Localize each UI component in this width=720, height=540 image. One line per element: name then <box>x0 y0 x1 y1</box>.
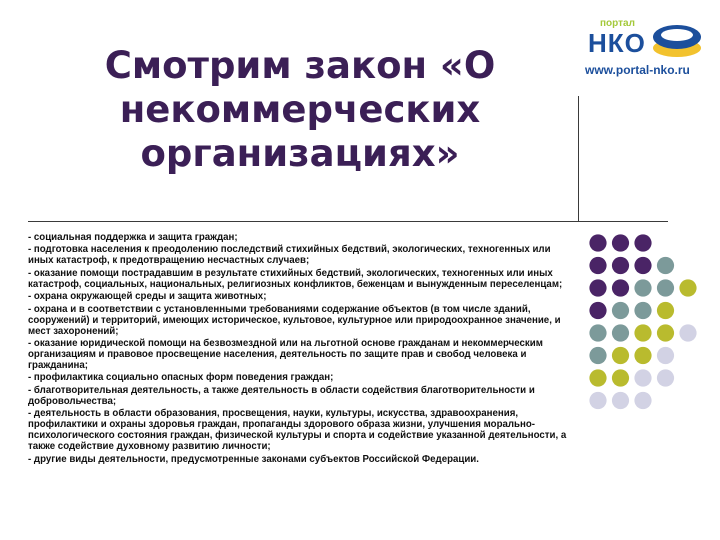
decor-dot <box>657 347 674 364</box>
decor-dot <box>589 279 606 296</box>
decor-dot <box>657 257 674 274</box>
list-item: - благотворительная деятельность, а также деятельность в области содействия благотворительности и добровольчества; <box>28 384 535 407</box>
decor-dot <box>657 302 674 319</box>
decor-dot <box>634 369 651 386</box>
decor-dot <box>634 234 651 251</box>
decor-dot <box>612 369 629 386</box>
title-line-1: Смотрим закон «О <box>104 44 496 87</box>
decor-dot <box>589 302 606 319</box>
list-item: - оказание помощи пострадавшим в результате стихийных бедствий, экологических, техногенных или иных катастроф, социальных, национальных, религиозных конфликтов, беженцам и вынужденным переселенцам; <box>28 267 563 290</box>
logo-url: www.portal-nko.ru <box>585 63 690 77</box>
list-item: - социальная поддержка и защита граждан; <box>28 232 238 243</box>
decor-dot <box>589 392 606 409</box>
decor-dot <box>589 234 606 251</box>
list-item: - подготовка населения к преодолению последствий стихийных бедствий, экологических, техногенных или иных катастроф, к предотвращению несчастных случаев; <box>28 244 551 267</box>
list-item: - деятельность в области образования, просвещения, науки, культуры, искусства, здравоохранения, профилактики и охраны здоровья граждан, пропаганды здорового образа жизни, улучшения морально-психологического состояния граждан, физической культуры и спорта и содействие указанной деятельности, а также содействие духовному развитию личности; <box>28 408 567 453</box>
decor-dot <box>589 369 606 386</box>
decor-dot <box>612 234 629 251</box>
list-item: - профилактика социально опасных форм поведения граждан; <box>28 372 334 384</box>
decor-dot <box>589 257 606 274</box>
list-item: - другие виды деятельности, предусмотренные законами субъектов Российской Федерации. <box>28 453 479 465</box>
decor-dot <box>612 392 629 409</box>
decor-dot <box>679 324 696 341</box>
decor-dot <box>589 324 606 341</box>
decor-dot <box>612 279 629 296</box>
decor-dot <box>612 324 629 341</box>
decor-dot <box>657 324 674 341</box>
decor-dot <box>634 324 651 341</box>
list-item: - охрана окружающей среды и защита животных; <box>28 291 267 303</box>
decor-dot <box>657 369 674 386</box>
decor-dot <box>634 279 651 296</box>
decor-dot <box>612 347 629 364</box>
decor-dot <box>634 302 651 319</box>
title-line-2: некоммерческих <box>119 88 481 131</box>
logo-small-text: портал <box>600 18 635 29</box>
title-line-3: организациях» <box>140 132 460 175</box>
decor-dot <box>612 302 629 319</box>
decor-dot <box>589 347 606 364</box>
decor-dot <box>634 347 651 364</box>
list-item: - охрана и в соответствии с установленными требованиями содержание объектов (в том числе зданий, сооружений) и территорий, имеющих историческое, культовое, культурное или природоохранное значение, и мест захоронений; <box>28 303 561 337</box>
decor-dot <box>634 257 651 274</box>
decor-dot <box>657 279 674 296</box>
decor-dot <box>679 279 696 296</box>
logo-big-text: НКО <box>588 28 646 58</box>
list-item: - оказание юридической помощи на безвозмездной или на льготной основе гражданам и некоммерческим организациям и правовое просвещение населения, деятельность по защите прав и свобод человека и гражданина; <box>28 337 543 371</box>
decor-dot <box>612 257 629 274</box>
decor-dot <box>634 392 651 409</box>
